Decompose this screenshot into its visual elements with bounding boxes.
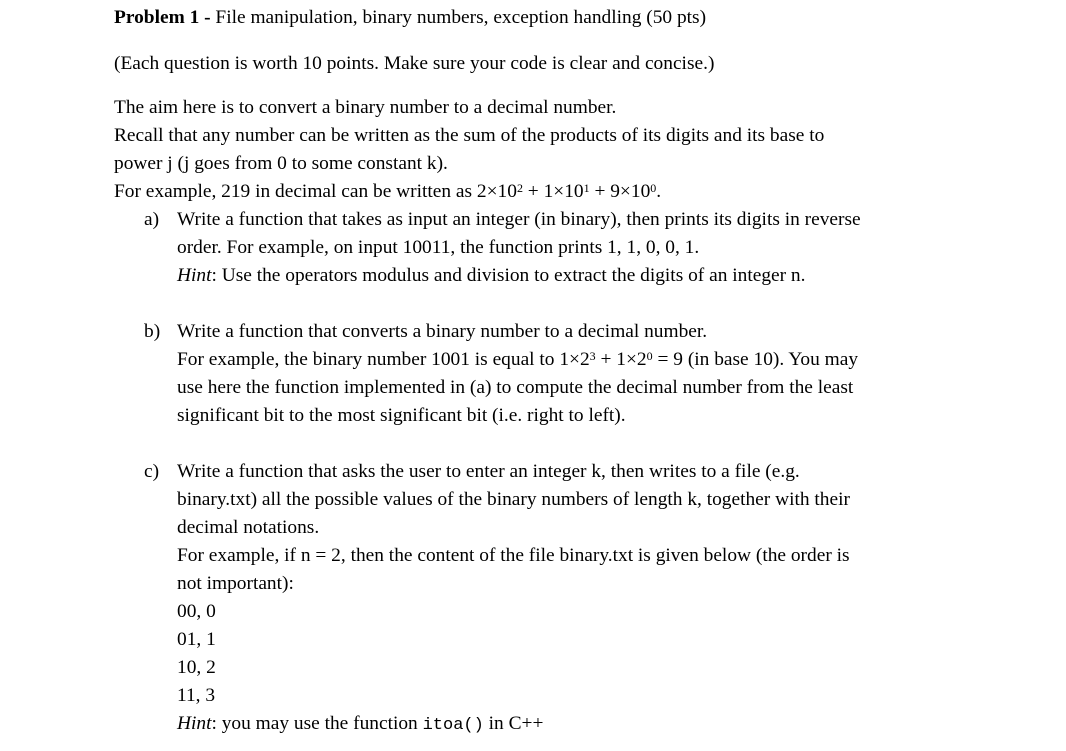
- question-b-line-3: use here the function implemented in (a) to compute the decimal number from the least: [177, 377, 854, 398]
- question-c-hint-code: itoa(): [422, 716, 484, 735]
- intro-line-2: Recall that any number can be written as the sum of the products of its digits and its base to: [114, 125, 825, 146]
- question-b-line-2-prefix: For example, the binary number 1001 is equal to 1×2: [177, 349, 590, 370]
- file-line: 01, 1: [177, 629, 216, 650]
- file-line: 10, 2: [177, 657, 216, 678]
- intro-example: [114, 180, 661, 204]
- question-c-label: c): [144, 461, 160, 482]
- question-c-line-3: decimal notations.: [177, 517, 320, 538]
- intro-exp-2: 1: [583, 180, 590, 195]
- question-a-label: a): [144, 209, 160, 230]
- question-b-line-4: significant bit to the most significant bit (i.e. right to left).: [177, 405, 626, 426]
- question-c-line-5: not important):: [177, 573, 294, 594]
- intro-line-1: The aim here is to convert a binary number to a decimal number.: [114, 97, 617, 118]
- question-b-exp-2: 0: [646, 348, 653, 363]
- file-line: 00, 0: [177, 601, 216, 622]
- points-note: (Each question is worth 10 points. Make sure your code is clear and concise.): [114, 53, 715, 74]
- question-b-exp-1: 3: [589, 348, 596, 363]
- question-c-line-1: Write a function that asks the user to enter an integer k, then writes to a file (e.g.: [177, 461, 800, 482]
- question-c-hint-text: : you may use the function: [211, 713, 423, 734]
- question-c-hint-label: Hint: [177, 713, 212, 734]
- question-c-line-2: binary.txt) all the possible values of the binary numbers of length k, together with their: [177, 489, 850, 510]
- intro-example-end: .: [656, 181, 662, 202]
- intro-line-3: power j (j goes from 0 to some constant k).: [114, 153, 448, 174]
- question-b-label: b): [144, 321, 161, 342]
- file-line: 11, 3: [177, 685, 216, 706]
- question-b-line-2-mid: + 1×2: [595, 349, 647, 370]
- problem-title: [114, 6, 706, 30]
- question-a-hint-label: Hint: [177, 265, 212, 286]
- question-a-hint-text: : Use the operators modulus and division to extract the digits of an integer n.: [211, 265, 806, 286]
- question-a-line-1: Write a function that takes as input an integer (in binary), then prints its digits in reverse: [177, 209, 861, 230]
- problem-title-bold: Problem 1 -: [114, 7, 211, 28]
- intro-example-prefix: For example, 219 in decimal can be written as 2×10: [114, 181, 517, 202]
- intro-exp-3: 0: [650, 180, 657, 195]
- question-c-hint-suffix: in C++: [483, 713, 544, 734]
- intro-exp-1: 2: [516, 180, 523, 195]
- question-a-hint: [177, 264, 805, 288]
- intro-example-mid-2: + 9×10: [589, 181, 651, 202]
- problem-title-rest: File manipulation, binary numbers, exception handling (50 pts): [210, 7, 707, 28]
- question-c-line-4: For example, if n = 2, then the content of the file binary.txt is given below (the order is: [177, 545, 850, 566]
- question-c-hint: [177, 712, 543, 738]
- intro-example-mid-1: + 1×10: [522, 181, 584, 202]
- question-a-line-2: order. For example, on input 10011, the function prints 1, 1, 0, 0, 1.: [177, 237, 700, 258]
- question-b-line-2-suffix: = 9 (in base 10). You may: [652, 349, 859, 370]
- question-b-line-1: Write a function that converts a binary number to a decimal number.: [177, 321, 708, 342]
- question-b-line-2: [177, 348, 858, 372]
